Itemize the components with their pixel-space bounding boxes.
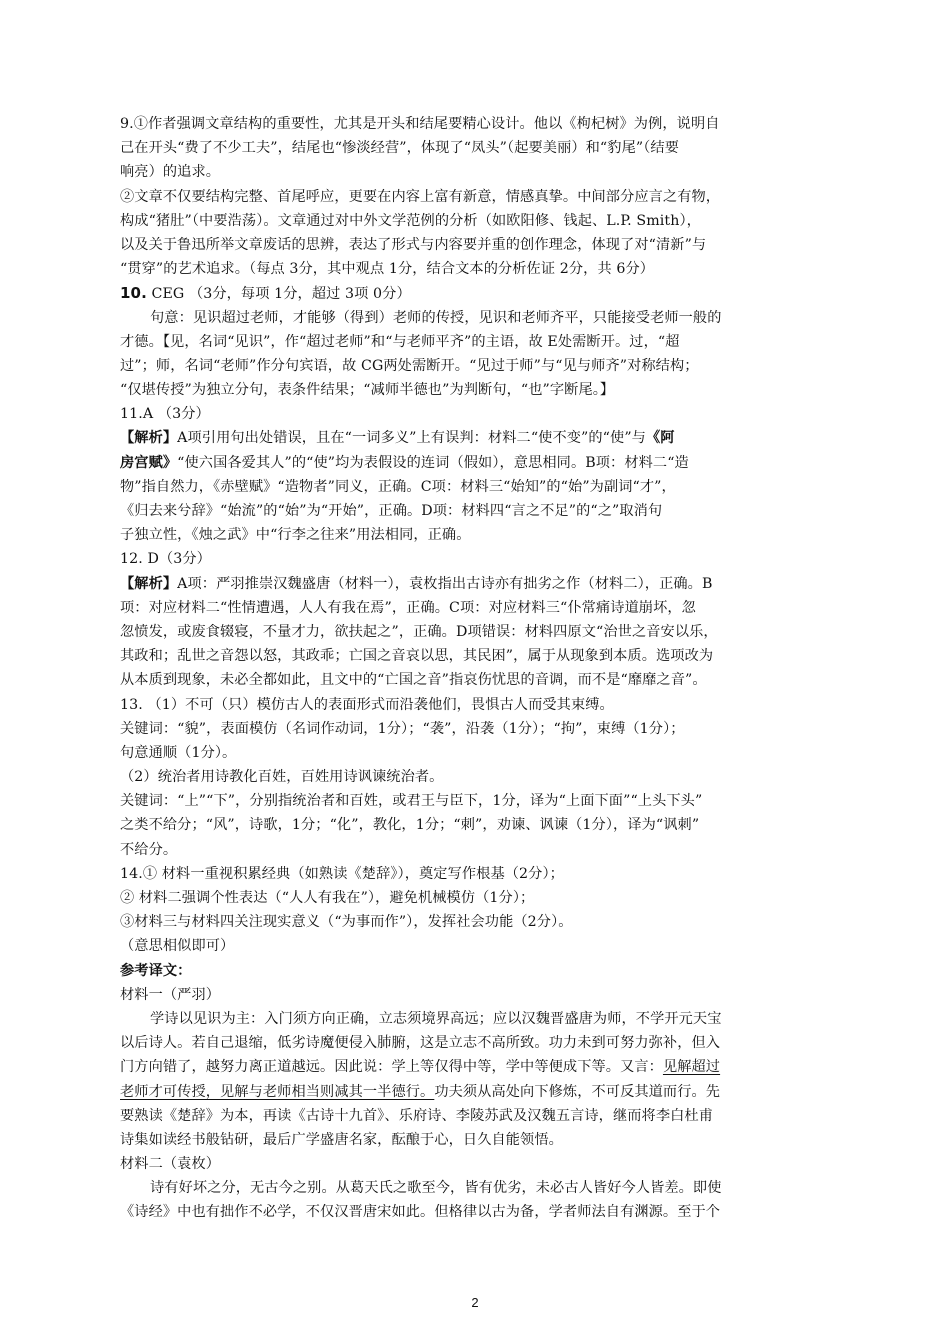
q9-line: 己在开头“费了不少工夫”，结尾也“惨淡经营”，体现了“凤头”（起要美丽）和“豹尾”（结要 — [120, 140, 679, 157]
material-1-text: 门方向错了，越努力离正道越远。因此说：学上等仅得中等，学中等便成下等。又言： — [120, 1059, 663, 1076]
q12-line — [120, 572, 832, 596]
q9-line: 9.①作者强调文章结构的重要性，尤其是开头和结尾要精心设计。他以《枸杞树》为例，说明自 — [120, 116, 720, 132]
material-1-line — [120, 1055, 832, 1079]
q13-line: 13. （1）不可（只）模仿古人的表面形式而沿袭他们，畏惧古人而受其束缚。 — [120, 696, 614, 713]
q11-line: 《归去来兮辞》“始流”的“始”为“开始”，正确。D项：材料四“言之不足”的“之”取消句 — [120, 503, 663, 519]
q12-line: 项：对应材料二“性情遭遇，人人有我在焉”，正确。C项：对应材料三“仆常痛诗道崩坏，忽 — [120, 599, 696, 616]
q12-line: 从本质到现象，未必全都如此，且文中的“亡国之音”指哀伤忧思的音调，而不是“靡靡之音”。 — [120, 672, 707, 689]
question-11 — [120, 402, 832, 547]
q10-answer: CEG （3分，每项 1分，超过 3项 0分） — [146, 286, 411, 303]
material-2-title: 材料二（袁枚） — [120, 1156, 221, 1173]
page-number: 2 — [471, 1295, 479, 1310]
q14-line: 14.① 材料一重视积累经典（如熟读《楚辞》），奠定写作根基（2分）； — [120, 865, 564, 882]
material-2-line: 诗有好坏之分，无古今之别。从葛天氏之歌至今，皆有优劣，未必古人皆好今人皆差。即使 — [150, 1180, 722, 1197]
question-13 — [120, 693, 832, 862]
q9-line: 构成“猪肚”（中要浩荡）。文章通过对中外文学范例的分析（如欧阳修、钱起、L.P. Smith）， — [120, 212, 701, 229]
q14-line: ③材料三与材料四关注现实意义（“为事而作”），发挥社会功能（2分）。 — [120, 914, 573, 931]
q14-line: ② 材料二强调个性表达（“人人有我在”），避免机械模仿（1分）； — [120, 890, 535, 906]
q13-line: 不给分。 — [120, 841, 178, 858]
material-1-text: 功夫须从高处向下修炼，不可反其道而行。先 — [434, 1083, 721, 1100]
q13-line: 关键词：“貌”，表面模仿（名词作动词，1分）；“袭”，沿袭（1分）；“拘”，束缚（1分）； — [120, 720, 685, 737]
q13-line: 句意通顺（1分）。 — [120, 744, 237, 761]
q14-line: （意思相似即可） — [120, 938, 235, 955]
question-10 — [120, 281, 832, 402]
analysis-label: 【解析】 — [120, 575, 178, 592]
q11-bold-title: 《阿 — [645, 430, 675, 447]
q10-line: “仅堪传授”为独立分句，表条件结果；“减师半德也”为判断句，“也”字断尾。】 — [120, 382, 615, 399]
material-1-line: 以后诗人。若自己退缩，低劣诗魔便侵入肺腑，这是立志不高所致。功力未到可努力弥补，但入 — [120, 1035, 721, 1052]
q11-line — [120, 451, 832, 475]
q11-text: “使六国各爱其人”的“使”均为表假设的连词（假如），意思相同。B项：材料二“造 — [177, 454, 689, 471]
material-1-line: 诗集如读经书般钻研，最后广学盛唐名家，酝酿于心，日久自能领悟。 — [120, 1131, 563, 1148]
q12-line: 忽愤发，或废食辍寝，不量才力，欲扶起之”，正确。D项错误：材料四原文“治世之音安以乐， — [120, 623, 718, 640]
material-1-line: 要熟读《楚辞》为本，再读《古诗十九首》、乐府诗、李陵苏武及汉魏五言诗，继而将李白杜甫 — [120, 1107, 713, 1124]
q11-heading: 11.A （3分） — [120, 406, 210, 423]
q13-line: 之类不给分；“风”，诗歌，1分；“化”，教化，1分；“刺”，劝谏、讽谏（1分），译为“讽刺” — [120, 817, 700, 834]
underlined-text: 老师才可传授，见解与老师相当则减其一半德行。 — [120, 1083, 435, 1100]
material-1-title: 材料一（严羽） — [120, 986, 221, 1003]
q10-line: 句意：见识超过老师，才能够（得到）老师的传授，见识和老师齐平，只能接受老师一般的 — [150, 309, 722, 326]
q9-line: “贯穿”的艺术追求。（每点 3分，其中观点 1分，结合文本的分析佐证 2分，共 6分） — [120, 261, 655, 278]
material-2-line: 《诗经》中也有拙作不必学，不仅汉晋唐宋如此。但格律以古为备，学者师法自有渊源。至于个 — [120, 1204, 721, 1221]
material-1-line: 学诗以见识为主：入门须方向正确，立志须境界高远；应以汉魏晋盛唐为师，不学开元天宝 — [150, 1010, 722, 1027]
q11-bold-title: 房宫赋》 — [120, 454, 178, 471]
q10-line: 过”；师，名词“老师”作分句宾语，故 CG两处需断开。“见过于师”与“见与师齐”对称结构； — [120, 357, 699, 374]
q13-line: 关键词：“上”“下”，分别指统治者和百姓，或君王与臣下，1分，译为“上面下面”“上头下头” — [120, 793, 703, 810]
q13-line: （2）统治者用诗教化百姓，百姓用诗讽谏统治者。 — [120, 769, 444, 786]
q11-line — [120, 426, 832, 450]
q10-heading — [120, 281, 832, 305]
reference-translation — [120, 959, 832, 1225]
translation-heading: 参考译文： — [120, 962, 192, 979]
q11-line: 物”指自然力，《赤壁赋》“造物者”同义，正确。C项：材料三“始知”的“始”为副词“才”， — [120, 478, 676, 495]
underlined-text: 见解超过 — [662, 1059, 721, 1076]
q9-line: ②文章不仅要结构完整、首尾呼应，更要在内容上富有新意，情感真挚。中间部分应言之有物， — [120, 188, 721, 205]
q9-line: 响亮）的追求。 — [120, 164, 221, 181]
question-14 — [120, 862, 832, 959]
question-9 — [120, 112, 832, 281]
q10-number: 10. — [120, 284, 147, 303]
answer-document — [120, 112, 832, 1225]
q12-text: A项：严羽推崇汉魏盛唐（材料一），袁枚指出古诗亦有拙劣之作（材料二），正确。B — [177, 575, 713, 592]
q11-line: 子独立性，《烛之武》中“行李之往来”用法相同，正确。 — [120, 527, 471, 544]
question-12 — [120, 547, 832, 692]
q10-line: 才德。【见，名词“见识”，作“超过老师”和“与老师平齐”的主语，故 E处需断开。过，“超 — [120, 333, 680, 350]
analysis-label: 【解析】 — [120, 430, 178, 447]
q12-heading: 12. D（3分） — [120, 551, 211, 568]
q9-line: 以及关于鲁迅所举文章废话的思辨，表达了形式与内容要并重的创作理念，体现了对“清新”与 — [120, 236, 707, 253]
material-1-line — [120, 1080, 832, 1104]
q12-line: 其政和；乱世之音怨以怒，其政乖；亡国之音哀以思，其民困”，属于从现象到本质。选项改为 — [120, 648, 714, 665]
q11-text: A项引用句出处错误，且在“一词多义”上有误判：材料二“使不变”的“使”与 — [177, 430, 646, 447]
